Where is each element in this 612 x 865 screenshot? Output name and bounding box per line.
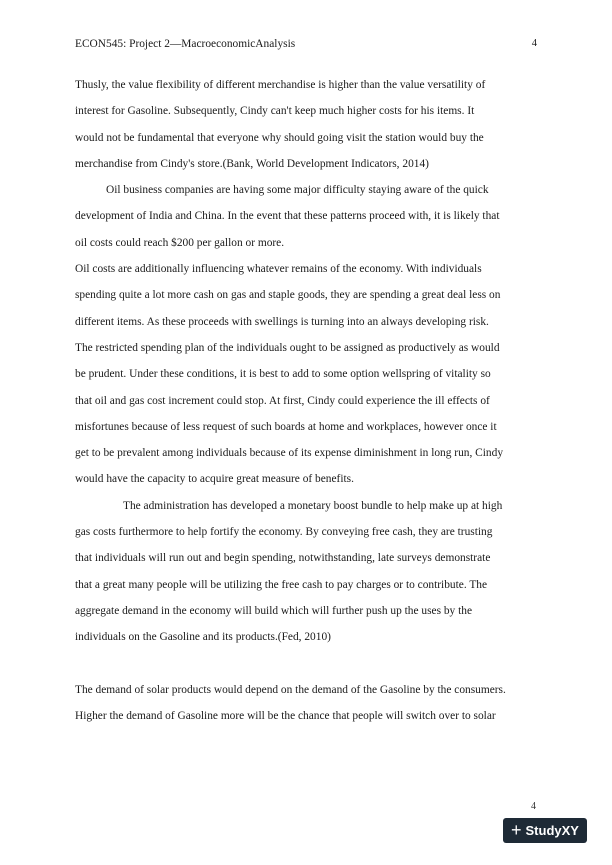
running-title: ECON545: Project 2—MacroeconomicAnalysis: [75, 38, 296, 50]
text-line: oil costs could reach $200 per gallon or more.: [75, 236, 285, 249]
text-line: that a great many people will be utilizing the free cash to pay charges or to contribute. The: [75, 578, 488, 591]
text-line: Higher the demand of Gasoline more will be the chance that people will switch over to solar: [75, 710, 496, 723]
text-line: individuals on the Gasoline and its products.(Fed, 2010): [75, 631, 331, 644]
footer-page-number: 4: [531, 801, 536, 812]
body-text: [75, 76, 545, 733]
paragraph-gap: [75, 655, 545, 681]
header-page-number: 4: [531, 38, 537, 49]
text-line: be prudent. Under these conditions, it is best to add to some option wellspring of vitality so: [75, 368, 491, 381]
text-line: misfortunes because of less request of such boards at home and workplaces, however once it: [75, 420, 497, 433]
running-header: [75, 38, 537, 54]
text-line: Oil business companies are having some major difficulty staying aware of the quick: [106, 184, 489, 197]
studyxy-logo[interactable]: [503, 818, 587, 843]
brand-name: StudyXY: [525, 823, 579, 838]
text-line: development of India and China. In the event that these patterns proceed with, it is likely that: [75, 210, 500, 223]
text-line: get to be prevalent among individuals because of its expense diminishment in long run, Cindy: [75, 447, 504, 460]
text-line: would have the capacity to acquire great measure of benefits.: [75, 473, 354, 486]
text-line: The restricted spending plan of the individuals ought to be assigned as productively as would: [75, 341, 500, 354]
text-line: Thusly, the value flexibility of different merchandise is higher than the value versatility of: [75, 79, 486, 91]
text-line: gas costs furthermore to help fortify the economy. By conveying free cash, they are trusting: [75, 526, 493, 539]
text-line: that oil and gas cost increment could stop. At first, Cindy could experience the ill effects of: [75, 394, 490, 407]
text-line: that individuals will run out and begin spending, notwithstanding, late surveys demonstrate: [75, 552, 491, 565]
plus-icon: +: [511, 819, 522, 840]
text-line: The demand of solar products would depend on the demand of the Gasoline by the consumers.: [75, 683, 506, 696]
text-line: spending quite a lot more cash on gas and staple goods, they are spending a great deal less on: [75, 289, 501, 302]
text-line: different items. As these proceeds with swellings is turning into an always developing risk.: [75, 315, 489, 328]
text-line: merchandise from Cindy's store.(Bank, World Development Indicators, 2014): [75, 157, 429, 170]
text-line: The administration has developed a monetary boost bundle to help make up at high: [123, 499, 503, 512]
text-line: Oil costs are additionally influencing whatever remains of the economy. With individuals: [75, 263, 482, 276]
text-line: aggregate demand in the economy will build which will further push up the uses by the: [75, 604, 472, 617]
text-line: would not be fundamental that everyone why should going visit the station would buy the: [75, 131, 484, 144]
text-line: interest for Gasoline. Subsequently, Cindy can't keep much higher costs for his items. It: [75, 105, 475, 118]
